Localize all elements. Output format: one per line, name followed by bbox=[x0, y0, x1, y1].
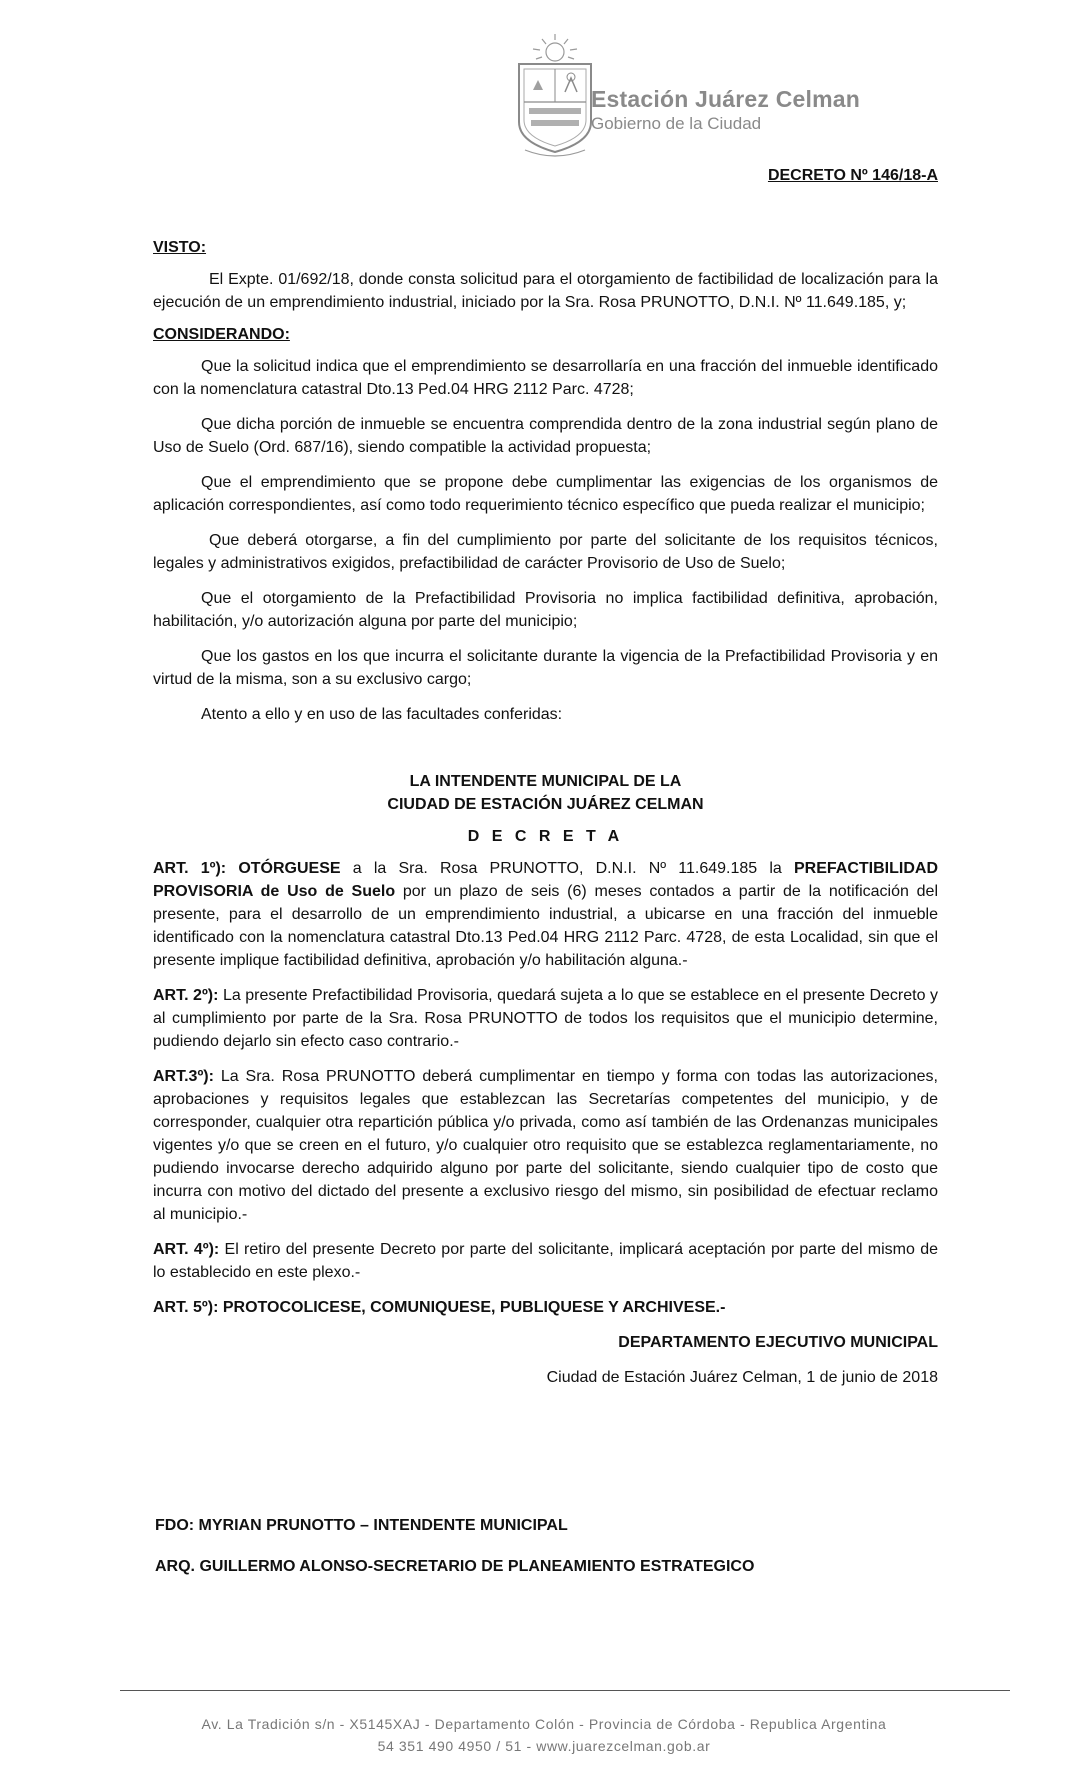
department-name: DEPARTAMENTO EJECUTIVO MUNICIPAL bbox=[618, 1334, 938, 1351]
considerando-paragraph: Que la solicitud indica que el emprendimiento se desarrollaría en una fracción del inmueble identificado con la nomenclatura catastral Dto.13 Ped.04 HRG 2112 Parc. 4728; bbox=[153, 358, 938, 398]
letterhead bbox=[505, 30, 905, 165]
signature-line-intendente: FDO: MYRIAN PRUNOTTO – INTENDENTE MUNICIPAL bbox=[155, 1517, 568, 1534]
considerando-paragraph: Que el emprendimiento que se propone debe cumplimentar las exigencias de los organismos de aplicación correspondientes, así como todo requerimiento técnico específico que pueda realizar el municipio; bbox=[153, 474, 938, 514]
brand-subtitle: Gobierno de la Ciudad bbox=[591, 114, 762, 133]
article-2-text: La presente Prefactibilidad Provisoria, quedará sujeta a lo que se establece en el presente Decreto y al cumplimiento por parte de la Sra. Rosa PRUNOTTO de todos los requisitos que el municipio determine, pudiendo dejarlo sin efecto caso contrario.- bbox=[153, 987, 939, 1050]
article-1-emphasis: PREFACTIBILIDAD PROVISORIA de Uso de Suelo bbox=[153, 860, 938, 900]
article-2 bbox=[153, 984, 938, 1053]
considerando-paragraph: Atento a ello y en uso de las facultades conferidas: bbox=[201, 706, 563, 723]
article-1-text: a la Sra. Rosa PRUNOTTO, D.N.I. Nº 11.649.185 la bbox=[340, 860, 794, 877]
place-date: Ciudad de Estación Juárez Celman, 1 de junio de 2018 bbox=[546, 1369, 938, 1386]
considerando-paragraph: Que dicha porción de inmueble se encuentra comprendida dentro de la zona industrial según plano de Uso de Suelo (Ord. 687/16), siendo compatible la actividad propuesta; bbox=[153, 416, 938, 456]
article-1-label: ART. 1º): bbox=[153, 860, 227, 877]
visto-heading: VISTO: bbox=[153, 239, 207, 256]
considerando-paragraph: Que el otorgamiento de la Prefactibilidad Provisoria no implica factibilidad definitiva, aprobación, habilitación, y/o autorización alguna por parte del municipio; bbox=[153, 590, 938, 630]
considerando-paragraph: Que los gastos en los que incurra el solicitante durante la vigencia de la Prefactibilidad Provisoria y en virtud de la misma, son a su exclusivo cargo; bbox=[153, 648, 938, 688]
article-1-text-continued: por un plazo de seis (6) meses contados a partir de la notificación del presente, para el desarrollo de un emprendimiento industrial, a ubicarse en una fracción del inmueble identificado con la nomenclatura catastral Dto.13 Ped.04 HRG 2112 Parc. 4728, de esta Localidad, sin que el presente implique factibilidad definitiva, aprobación y/o habilitación alguna.- bbox=[153, 883, 939, 969]
article-5 bbox=[153, 1296, 938, 1319]
article-5-text: ART. 5º): PROTOCOLICESE, COMUNIQUESE, PUBLIQUESE Y ARCHIVESE.- bbox=[153, 1299, 726, 1316]
article-1 bbox=[153, 857, 938, 972]
signature-line-secretario: ARQ. GUILLERMO ALONSO-SECRETARIO DE PLANEAMIENTO ESTRATEGICO bbox=[155, 1558, 755, 1575]
considerando-heading: CONSIDERANDO: bbox=[153, 326, 290, 343]
article-3-text: La Sra. Rosa PRUNOTTO deberá cumplimentar en tiempo y forma con todas las autorizaciones, aprobaciones y requisitos legales que establezcan las Secretarías competentes del municipio, y de corresponder, cualquier otra repartición pública y/o privada, como así también de las Ordenanzas municipales vigentes y/o que se creen en el futuro, y/o cualquier otro requisito que se establezca reglamentariamente, no pudiendo invocarse derecho adquirido alguno por parte del solicitante, siendo cualquier tipo de costo que incurra con motivo del dictado del presente a exclusivo riesgo del mismo, sin posibilidad de efectuar reclamo al municipio.- bbox=[153, 1068, 938, 1223]
decreta-heading: D E C R E T A bbox=[467, 828, 624, 845]
footer-contact: 54 351 490 4950 / 51 - www.juarezcelman.gob.ar bbox=[377, 1738, 711, 1754]
considerando-paragraph: Que deberá otorgarse, a fin del cumplimiento por parte del solicitante de los requisitos técnicos, legales y administrativos exigidos, prefactibilidad de carácter Provisorio de Uso de Suelo; bbox=[153, 532, 938, 572]
decree-number: DECRETO Nº 146/18-A bbox=[767, 167, 938, 184]
article-3-label: ART.3º): bbox=[153, 1068, 214, 1085]
document-body bbox=[153, 236, 938, 1389]
article-4-text: El retiro del presente Decreto por parte del solicitante, implicará aceptación por parte del mismo de lo establecido en este plexo.- bbox=[153, 1241, 938, 1281]
article-4 bbox=[153, 1238, 938, 1284]
article-3 bbox=[153, 1065, 938, 1226]
municipal-crest-icon bbox=[505, 30, 605, 160]
authority-line-1: LA INTENDENTE MUNICIPAL DE LA bbox=[409, 773, 682, 790]
article-4-label: ART. 4º): bbox=[153, 1241, 220, 1258]
footer-divider bbox=[120, 1690, 1010, 1691]
footer-address: Av. La Tradición s/n - X5145XAJ - Departamento Colón - Provincia de Córdoba - Republica Argentina bbox=[201, 1716, 887, 1732]
article-2-label: ART. 2º): bbox=[153, 987, 219, 1004]
article-1-keyword: OTÓRGUESE bbox=[238, 860, 341, 877]
brand-name: Estación Juárez Celman bbox=[591, 86, 861, 112]
authority-line-2: CIUDAD DE ESTACIÓN JUÁREZ CELMAN bbox=[387, 796, 704, 813]
visto-paragraph: El Expte. 01/692/18, donde consta solicitud para el otorgamiento de factibilidad de localización para la ejecución de un emprendimiento industrial, iniciado por la Sra. Rosa PRUNOTTO, D.N.I. Nº 11.649.185, y; bbox=[153, 271, 938, 311]
